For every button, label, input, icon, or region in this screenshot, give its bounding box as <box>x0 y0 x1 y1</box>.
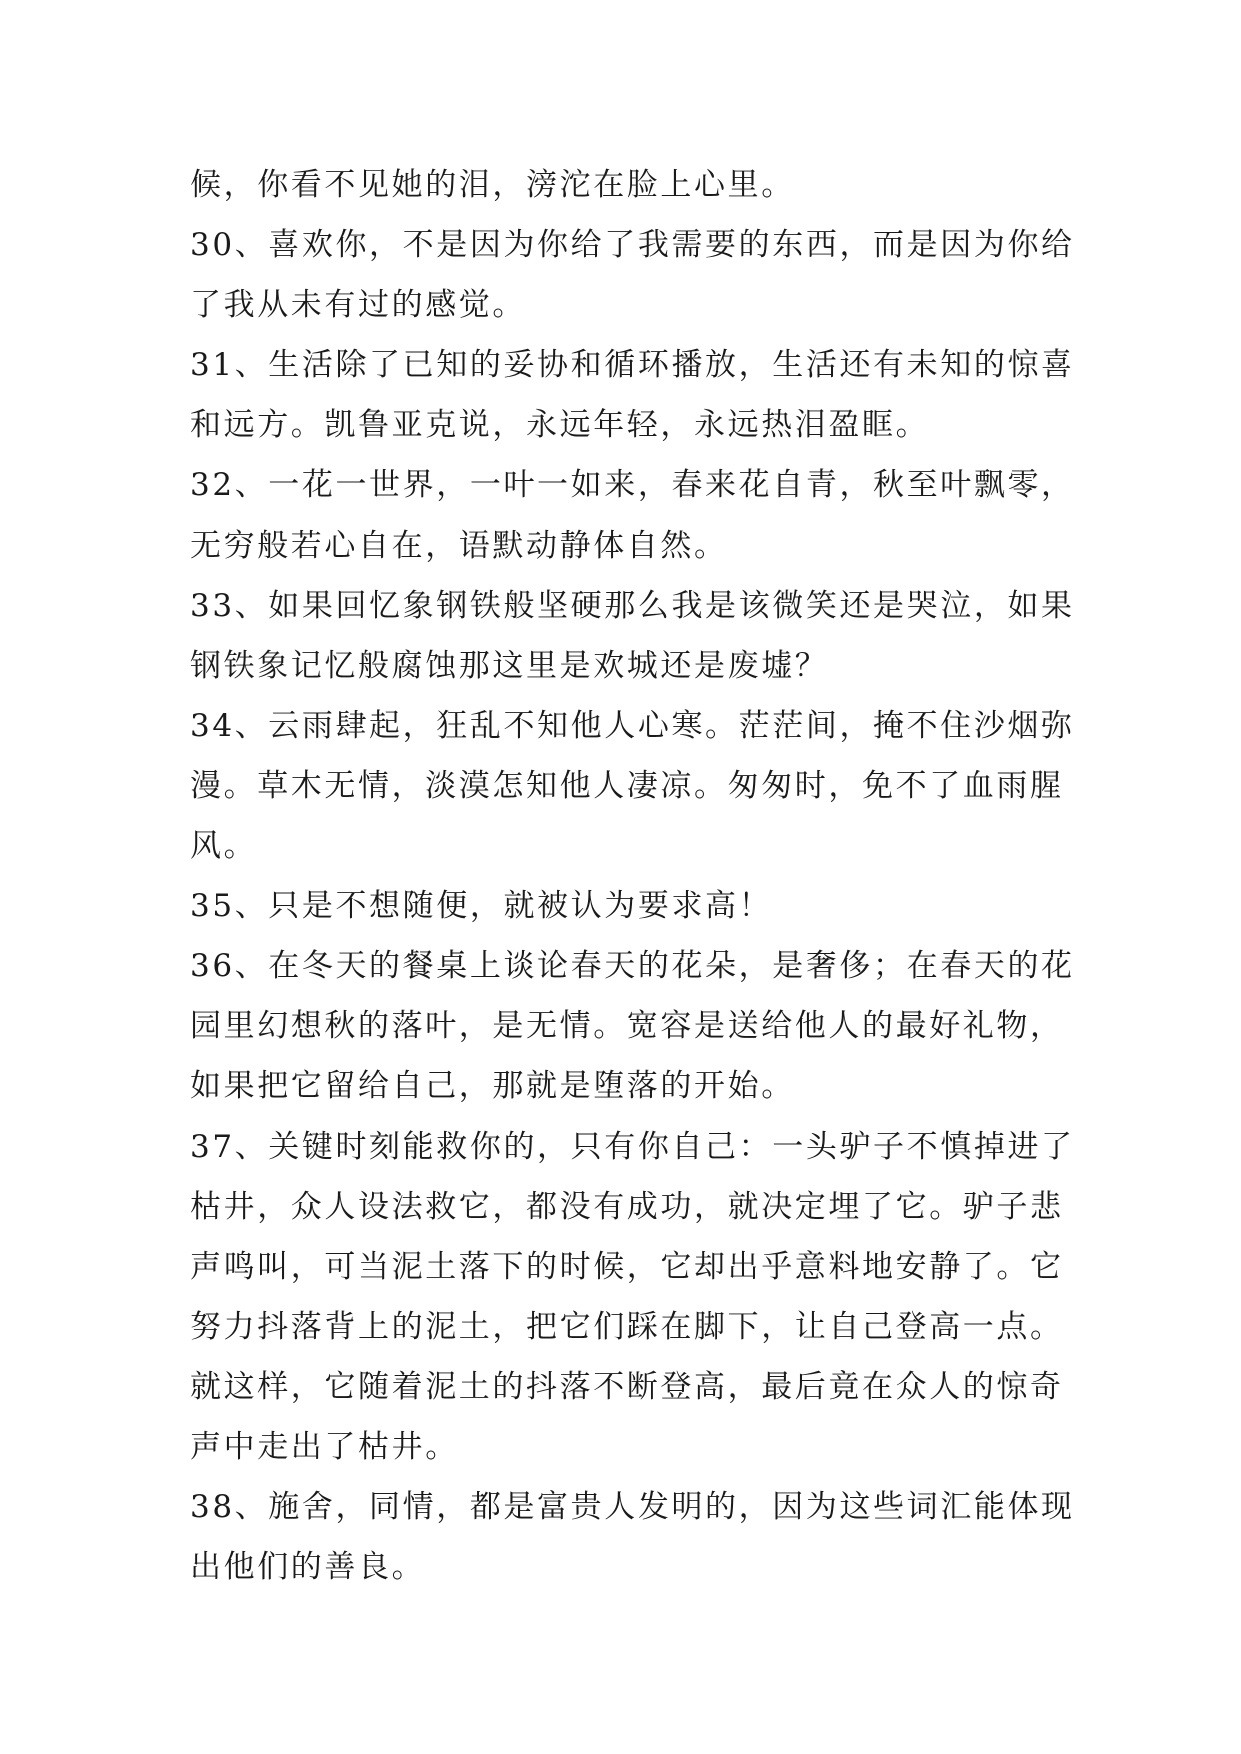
text-line: 努力抖落背上的泥土，把它们踩在脚下，让自己登高一点。 <box>190 1308 1064 1345</box>
text-line: 如果把它留给自己，那就是堕落的开始。 <box>190 1068 795 1105</box>
text-line: 34、云雨肆起，狂乱不知他人心寒。茫茫间，掩不住沙烟弥 <box>190 707 1075 744</box>
text-line: 风。 <box>190 828 258 865</box>
text-line: 31、生活除了已知的妥协和循环播放，生活还有未知的惊喜 <box>190 347 1075 384</box>
text-line: 了我从未有过的感觉。 <box>190 287 526 324</box>
text-line: 36、在冬天的餐桌上谈论春天的花朵，是奢侈；在春天的花 <box>190 948 1075 985</box>
text-line: 声中走出了枯井。 <box>190 1428 459 1465</box>
text-line: 出他们的善良。 <box>190 1549 426 1586</box>
text-line: 枯井，众人设法救它，都没有成功，就决定埋了它。驴子悲 <box>190 1188 1064 1225</box>
text-line: 30、喜欢你，不是因为你给了我需要的东西，而是因为你给 <box>190 227 1075 264</box>
text-line: 37、关键时刻能救你的，只有你自己：一头驴子不慎掉进了 <box>190 1128 1075 1165</box>
text-line: 33、如果回忆象钢铁般坚硬那么我是该微笑还是哭泣，如果 <box>190 587 1075 624</box>
text-line: 漫。草木无情，淡漠怎知他人凄凉。匆匆时，免不了血雨腥 <box>190 767 1064 804</box>
text-line: 声鸣叫，可当泥土落下的时候，它却出乎意料地安静了。它 <box>190 1248 1064 1285</box>
text-line: 和远方。凯鲁亚克说，永远年轻，永远热泪盈眶。 <box>190 407 930 444</box>
text-line: 就这样，它随着泥土的抖落不断登高，最后竟在众人的惊奇 <box>190 1368 1064 1405</box>
text-line: 园里幻想秋的落叶，是无情。宽容是送给他人的最好礼物， <box>190 1008 1064 1045</box>
text-line: 38、施舍，同情，都是富贵人发明的，因为这些词汇能体现 <box>190 1489 1075 1526</box>
text-line: 无穷般若心自在，语默动静体自然。 <box>190 527 728 564</box>
document-body <box>190 155 1075 1597</box>
text-line: 35、只是不想随便，就被认为要求高！ <box>190 888 773 925</box>
text-line: 候，你看不见她的泪，滂沱在脸上心里。 <box>190 167 795 203</box>
text-line: 钢铁象记忆般腐蚀那这里是欢城还是废墟？ <box>190 647 829 684</box>
text-line: 32、一花一世界，一叶一如来，春来花自青，秋至叶飘零， <box>190 467 1075 504</box>
